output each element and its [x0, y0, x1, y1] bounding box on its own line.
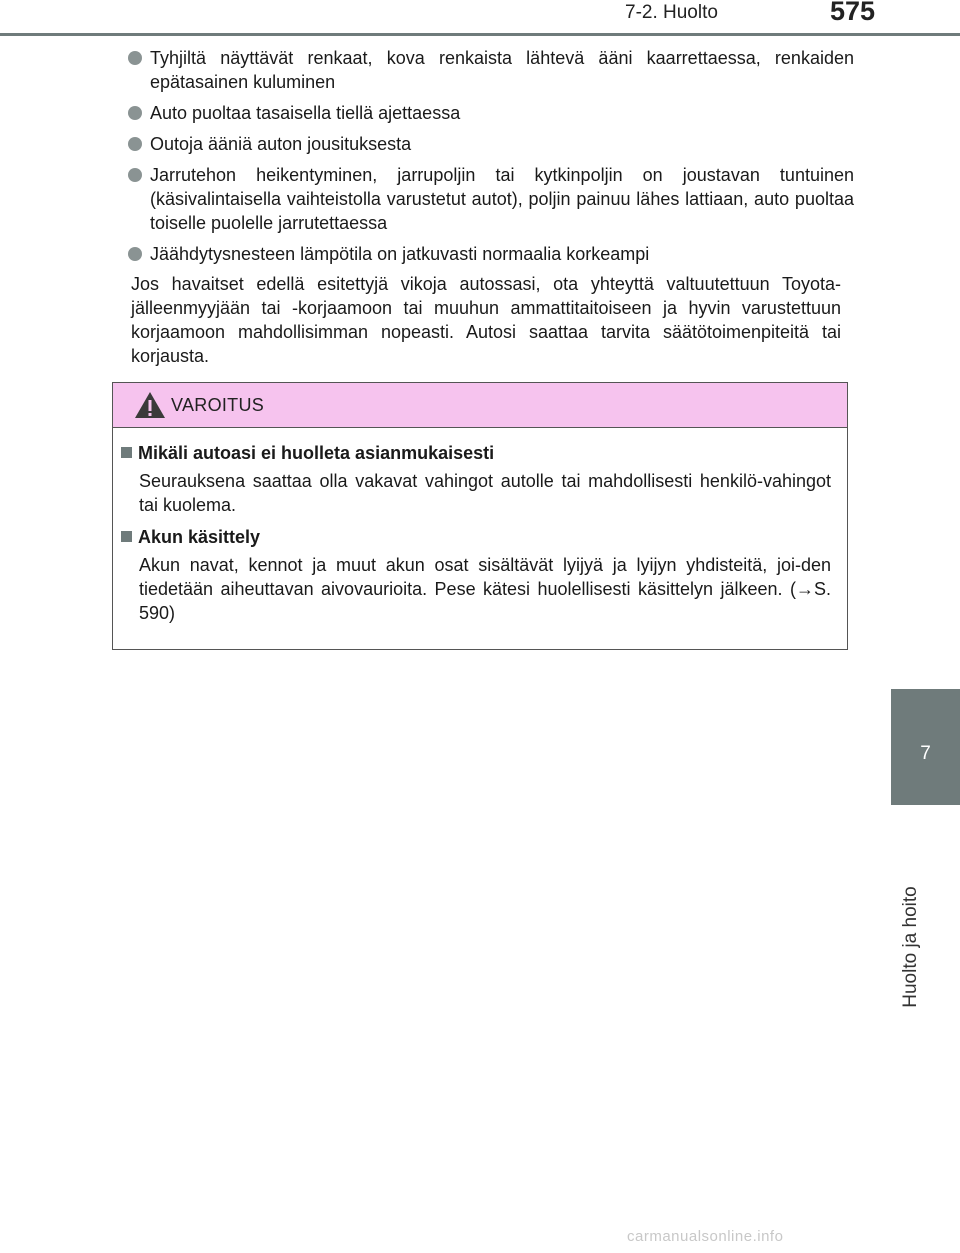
section-label: 7-2. Huolto [625, 2, 718, 23]
square-bullet-icon [121, 531, 132, 542]
bullet-dot-icon [128, 247, 142, 261]
warning-text-maintenance: Seurauksena saattaa olla vakavat vahingot autolle tai mahdollisesti henkilö-vahingot tai kuolema. [139, 471, 831, 515]
bullet-dot-icon [128, 168, 142, 182]
square-bullet-icon [121, 447, 132, 458]
chapter-title: Huolto ja hoito [900, 886, 921, 1008]
chapter-tab[interactable] [891, 689, 960, 805]
list-item: Outoja ääniä auton jousituksesta [128, 132, 854, 156]
warning-heading-maintenance: Mikäli autoasi ei huolleta asianmukaisesti [121, 443, 494, 464]
list-item: Jarrutehon heikentyminen, jarrupoljin tai kytkinpoljin on joustavan tuntuinen (käsivalintaisella vaihteistolla varustetut autot), poljin painuu lähes lattiaan, auto puoltaa toiselle puolelle jarrutettaessa [128, 163, 854, 235]
watermark: carmanualsonline.info [627, 1228, 784, 1245]
warning-title: VAROITUS [171, 395, 265, 415]
header-rule [0, 33, 960, 36]
bullet-dot-icon [128, 137, 142, 151]
bullet-dot-icon [128, 106, 142, 120]
chapter-number: 7 [920, 743, 931, 764]
list-item: Jäähdytysnesteen lämpötila on jatkuvasti normaalia korkeampi [128, 242, 854, 266]
bullet-dot-icon [128, 51, 142, 65]
warning-triangle-icon [134, 391, 166, 419]
list-item: Tyhjiltä näyttävät renkaat, kova renkaista lähtevä ääni kaarrettaessa, renkaiden epätasainen kuluminen [128, 46, 854, 94]
warning-heading-battery: Akun käsittely [121, 527, 260, 548]
advice-paragraph: Jos havaitset edellä esitettyjä vikoja autossasi, ota yhteyttä valtuutettuun Toyota-jälleenmyyjään tai -korjaamoon tai muuhun ammattitaitoiseen ja hyvin varustettuun korjaamoon mahdollisimman nopeasti. Autosi saattaa tarvita säätötoimenpiteitä tai korjausta. [131, 274, 841, 366]
symptom-list [128, 46, 854, 273]
chapter-title-vertical [880, 815, 940, 1008]
page-number: 575 [830, 0, 876, 26]
warning-header [113, 383, 847, 428]
warning-box [112, 382, 848, 650]
warning-text-battery: Akun navat, kennot ja muut akun osat sisältävät lyijyä ja lyijyn yhdisteitä, joi-den tiedetään aiheuttavan aivovaurioita. Pese kätesi huolellisesti käsittelyn jälkeen. (→S. 590) [139, 555, 831, 623]
list-item: Auto puoltaa tasaisella tiellä ajettaessa [128, 101, 854, 125]
